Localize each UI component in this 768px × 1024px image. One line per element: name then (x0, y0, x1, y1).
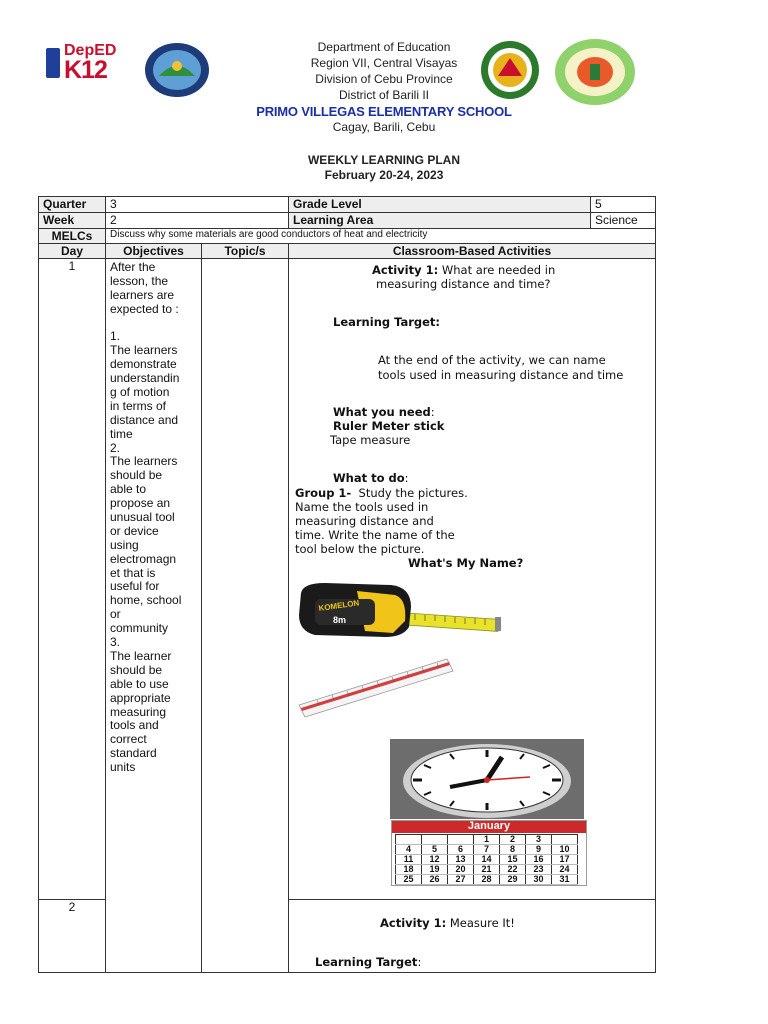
objective-line: The learner (110, 648, 172, 663)
calendar-day: 16 (526, 855, 552, 865)
school-name: PRIMO VILLEGAS ELEMENTARY SCHOOL (256, 104, 512, 119)
objective-line: in terms of (110, 398, 167, 413)
calendar-day: 13 (448, 855, 474, 865)
whats-my-name-title: What's My Name? (408, 556, 524, 570)
objective-line: using (110, 537, 139, 552)
calendar-day: 6 (448, 845, 474, 855)
day-2-learning-target (315, 955, 421, 969)
group-1-line2: Name the tools used in (295, 500, 429, 514)
calendar-day: 22 (500, 865, 526, 875)
calendar-day (448, 835, 474, 845)
calendar-day (422, 835, 448, 845)
calendar-week-row (396, 845, 578, 855)
tape-brand-text: KOMELON (318, 598, 360, 613)
calendar-day: 3 (526, 835, 552, 845)
day-2-activity-label: Activity 1: (380, 916, 447, 930)
week-row (39, 213, 656, 229)
objectives-lines (110, 261, 197, 775)
calendar-image (391, 820, 585, 886)
objective-line: g of motion (110, 385, 170, 400)
objective-line: The learners (110, 343, 178, 358)
objective-line: propose an (110, 496, 171, 511)
ruler-image (297, 653, 457, 726)
plan-date: February 20-24, 2023 (324, 168, 444, 182)
calendar-day: 12 (422, 855, 448, 865)
calendar-day: 25 (396, 875, 422, 885)
objective-line: et that is (110, 565, 156, 580)
activity-1-question-line1 (372, 263, 555, 277)
day-2-activity-text: Measure It! (449, 916, 515, 930)
objective-line: standard (110, 746, 157, 761)
day-header: Day (39, 244, 106, 259)
plan-title: WEEKLY LEARNING PLAN (307, 153, 460, 167)
calendar-day: 28 (474, 875, 500, 885)
quarter-label: Quarter (39, 197, 106, 213)
day-1-activities (289, 259, 656, 900)
objective-line: electromagn (110, 551, 177, 566)
school-address: Cagay, Barili, Cebu (332, 120, 436, 134)
calendar-grid (395, 834, 578, 885)
group-1-label: Group 1- (295, 486, 352, 500)
day-2-target-label: Learning Target (315, 955, 418, 969)
objectives-header: Objectives (106, 244, 202, 259)
calendar-day: 5 (422, 845, 448, 855)
day-2-number: 2 (39, 900, 106, 973)
tape-size-text: 8m (333, 615, 347, 625)
deped-logo-text: DepED (64, 42, 117, 59)
department-name: Department of Education (317, 40, 451, 54)
day-2-target-colon: : (417, 955, 422, 969)
calendar-week-row (396, 835, 578, 845)
objective-line: should be (110, 662, 163, 677)
group-1-line4: time. Write the name of the (295, 528, 455, 542)
activity-1-question-text: What are needed in (441, 263, 556, 277)
objective-line: lesson, the (110, 273, 169, 288)
melcs-value: Discuss why some materials are good conductors of heat and electricity (106, 229, 656, 244)
melcs-row (39, 229, 656, 244)
objective-line: able to use (110, 676, 169, 691)
day-2-activities (289, 900, 656, 973)
objective-line: 3. (110, 635, 121, 650)
group-1-line1 (295, 486, 468, 500)
learning-target-label: Learning Target: (333, 315, 441, 329)
activity-1-label: Activity 1: (372, 263, 439, 277)
calendar-day (552, 835, 578, 845)
objective-line: home, school (110, 593, 182, 608)
group-1-line3: measuring distance and (295, 514, 434, 528)
calendar-day (396, 835, 422, 845)
objective-line: or (110, 607, 121, 622)
calendar-day: 23 (526, 865, 552, 875)
calendar-day: 11 (396, 855, 422, 865)
day-1-row (39, 259, 656, 900)
objective-line: demonstrate (110, 357, 177, 372)
objective-line: tools and (110, 718, 159, 733)
calendar-day: 19 (422, 865, 448, 875)
day-1-objectives (106, 259, 202, 973)
calendar-day: 1 (474, 835, 500, 845)
objective-line: community (110, 621, 169, 636)
quarter-value: 3 (106, 197, 289, 213)
learning-area-value: Science (591, 213, 656, 229)
calendar-day: 31 (552, 875, 578, 885)
topics-header: Topic/s (202, 244, 289, 259)
objective-line: 1. (110, 329, 121, 344)
objective-line: distance and (110, 412, 179, 427)
calendar-day: 29 (500, 875, 526, 885)
objective-line: 2. (110, 440, 121, 455)
objective-line: appropriate (110, 690, 171, 705)
what-you-need-heading (333, 405, 435, 419)
calendar-day: 24 (552, 865, 578, 875)
objective-line: After the (110, 260, 156, 274)
objective-line: measuring (110, 704, 167, 719)
calendar-day: 26 (422, 875, 448, 885)
group-1-text: Study the pictures. (358, 486, 468, 500)
objective-line: The learners (110, 454, 178, 469)
calendar-month: January (467, 820, 511, 832)
week-value: 2 (106, 213, 289, 229)
objective-line: learners are (110, 287, 175, 302)
melcs-label: MELCs (39, 229, 106, 244)
day-1-topics (202, 259, 289, 973)
objective-line: able to (110, 482, 147, 497)
calendar-day: 4 (396, 845, 422, 855)
need-item-ruler: Ruler Meter stick (333, 419, 445, 433)
objective-line: useful for (110, 579, 160, 594)
calendar-week-row (396, 875, 578, 885)
objective-line: time (110, 426, 133, 441)
day-2-activity-title (380, 916, 515, 930)
activity-1-question-line2: measuring distance and time? (376, 277, 551, 291)
calendar-day: 8 (500, 845, 526, 855)
calendar-day: 15 (500, 855, 526, 865)
what-to-do-heading (333, 471, 409, 485)
calendar-day: 21 (474, 865, 500, 875)
calendar-week-row (396, 855, 578, 865)
need-item-tape: Tape measure (330, 433, 411, 447)
objective-line: correct (110, 732, 147, 747)
objective-line: should be (110, 468, 163, 483)
learning-target-line2: tools used in measuring distance and time (378, 368, 624, 382)
calendar-day: 17 (552, 855, 578, 865)
grade-level-value: 5 (591, 197, 656, 213)
calendar-week-row (396, 865, 578, 875)
column-header-row (39, 244, 656, 259)
objective-line (110, 317, 197, 331)
quarter-row (39, 197, 656, 213)
calendar-day: 27 (448, 875, 474, 885)
learning-area-label: Learning Area (289, 213, 591, 229)
district-name: District of Barili II (338, 88, 429, 102)
k12-logo-text: K12 (64, 56, 107, 84)
group-1-line5: tool below the picture. (295, 542, 425, 556)
calendar-day: 20 (448, 865, 474, 875)
day-1-number: 1 (39, 259, 106, 900)
objective-line: unusual tool (110, 510, 175, 525)
what-to-do-label: What to do (333, 471, 405, 485)
tape-measure-image (295, 581, 505, 646)
what-you-need-colon: : (430, 405, 435, 419)
division-name: Division of Cebu Province (315, 72, 453, 86)
clock-image (390, 739, 584, 822)
objective-line: expected to : (110, 301, 179, 316)
calendar-day: 9 (526, 845, 552, 855)
calendar-day: 10 (552, 845, 578, 855)
objective-line: understandin (110, 371, 180, 386)
calendar-day: 14 (474, 855, 500, 865)
region-name: Region VII, Central Visayas (310, 56, 458, 70)
calendar-day: 7 (474, 845, 500, 855)
weekly-plan-table (38, 196, 656, 973)
learning-target-line1: At the end of the activity, we can name (378, 353, 606, 367)
objective-line: or device (110, 523, 159, 538)
calendar-day: 30 (526, 875, 552, 885)
grade-level-label: Grade Level (289, 197, 591, 213)
activities-header: Classroom-Based Activities (289, 244, 656, 259)
what-you-need-label: What you need (333, 405, 431, 419)
what-to-do-colon: : (404, 471, 409, 485)
objective-line: units (110, 760, 136, 775)
calendar-day: 2 (500, 835, 526, 845)
week-label: Week (39, 213, 106, 229)
calendar-day: 18 (396, 865, 422, 875)
